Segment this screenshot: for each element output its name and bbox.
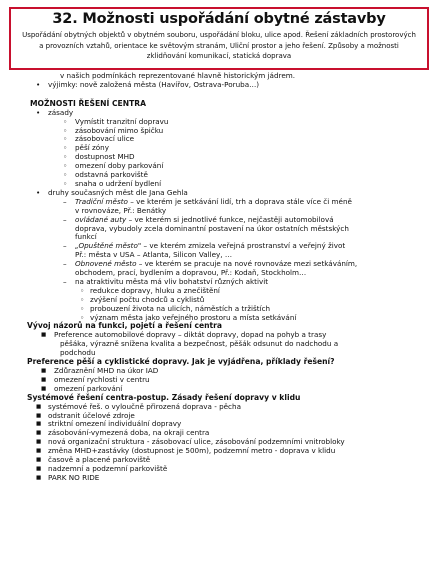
- list-item-continuation: funkcí: [75, 232, 97, 242]
- list-item: • výjimky: nově založená města (Havířov, Ostrava-Poruba…): [30, 81, 430, 90]
- list-item: ◦ význam města jako veřejného prostoru a místa setkávání: [30, 314, 430, 323]
- list-item-continuation: pěšáka, výrazně snížena kvalita a bezpečnost, pěšák odsunut do nadchodu a: [60, 339, 339, 349]
- list-item: ◦ redukce dopravy, hluku a znečištění: [30, 287, 430, 296]
- list-item: ■ změna MHD+zastávky (dostupnost je 500m), podzemní metro - doprava v klidu: [30, 447, 430, 456]
- list-item: ◦ dostupnost MHD: [30, 153, 430, 162]
- list-item: ◦ zásobovací ulice: [30, 135, 430, 144]
- list-item: ■ nová organizační struktura - zásobovací ulice, zásobování podzemními vnitrobloky: [30, 438, 430, 447]
- list-item: ◦ Vymístit tranzitní dopravu: [30, 118, 430, 127]
- list-item: ◦ snaha o udržení bydlení: [30, 180, 430, 189]
- intro-continuation: v našich podmínkách reprezentované hlavně historickým jádrem.: [60, 71, 296, 80]
- list-item: ◦ pěší zóny: [30, 144, 430, 153]
- section-heading-pesi-doprava: Preference pěší a cyklistické dopravy. Jak je vyjádřena, příklady řešení?: [27, 357, 335, 367]
- list-item-continuation: podchodu: [60, 348, 96, 358]
- topic-subtitle-line: a provozních vztahů, orientace ke světovým stranám, Uliční prostor a jeho řešení. Způsoby a možnosti: [39, 41, 399, 50]
- term-description: – ve kterém je setkávání lidí, trh a doprava stále více či méně: [127, 196, 352, 206]
- list-item: ◦ omezení doby parkování: [30, 162, 430, 171]
- topic-subtitle: [11, 28, 427, 62]
- list-item-gehl: • druhy současných měst dle Jana Gehla: [30, 189, 430, 198]
- list-item-continuation: Př.: města v USA – Atlanta, Silicon Valley, …: [75, 250, 233, 260]
- topic-subtitle-line: Uspořádání obytných objektů v obytném souboru, uspořádání bloku, ulice apod. Řešení základních prostorových: [22, 31, 416, 39]
- list-item: ■ Preference automobilové dopravy – diktát dopravy, dopad na pohyb a trasy: [30, 331, 430, 340]
- list-item-continuation: doprava, vybudoly zcela dominantní postavení na úkor ostatních městských: [75, 223, 349, 233]
- list-item: ■ odstranit účelové zdroje: [30, 412, 430, 421]
- section-heading-systemove-reseni: Systémové řešení centra-postup. Zásady řešení dopravy v klidu: [27, 392, 301, 402]
- topic-title: 32. Možnosti uspořádání obytné zástavby: [52, 11, 386, 27]
- term: „Opuštěné město": [75, 241, 142, 251]
- list-item: ■ Zdůraznění MHD na úkor IAD: [30, 367, 430, 376]
- list-item: ■ omezení rychlosti v centru: [30, 376, 430, 385]
- topic-subtitle-line: zklidňování komunikací, statická doprava: [146, 52, 292, 60]
- section-heading-reseni-centra: MOŽNOSTI ŘEŠENÍ CENTRA: [30, 98, 146, 108]
- term: Obnovené město: [75, 259, 137, 269]
- list-item-zasady: • zásady: [30, 109, 430, 118]
- term-description: – ve kterém zmizela veřejná prostranství a veřejný život: [141, 241, 346, 251]
- list-item: ■ nadzemní a podzemní parkoviště: [30, 465, 430, 474]
- list-item: ■ striktní omezení individuální dopravy: [30, 420, 430, 429]
- list-item: ■ zásobování-vymezená doba, na okraji centra: [30, 429, 430, 438]
- list-item-continuation: v rovnováze, Př.: Benátky: [75, 205, 167, 215]
- list-item: ■ systémové řeš. o vyloučně přirozená doprava - pěcha: [30, 403, 430, 412]
- list-item: ■ PARK NO RIDE: [30, 474, 430, 483]
- list-item: ◦ odstavná parkoviště: [30, 171, 430, 180]
- list-item: ◦ probouzení života na ulicích, náměstích a tržištích: [30, 305, 430, 314]
- list-item-continuation: obchodem, prací, bydlením a dopravou, Př.: Kodaň, Stockholm…: [75, 268, 307, 278]
- term: Tradiční město: [75, 196, 128, 206]
- list-item: ◦ zásobování mimo špičku: [30, 127, 430, 136]
- topic-header-box: [9, 7, 429, 70]
- list-item-atraktivita: – na atraktivitu města má vliv bohatství různých aktivit: [30, 278, 430, 287]
- section-heading-vyvoj: Vývoj názorů na funkci, pojetí a řešení centra: [27, 321, 223, 331]
- term-description: – ve kterém si jednotlivé funkce, nejčastěji automobilová: [126, 214, 334, 224]
- term-description: – ve kterém se pracuje na nové rovnováze mezi setkáváním,: [136, 259, 358, 269]
- term: ovládané auty: [75, 214, 127, 224]
- list-item: ■ omezení parkování: [30, 385, 430, 394]
- document-body: [27, 71, 430, 483]
- list-item: ■ časově a placené parkoviště: [30, 456, 430, 465]
- list-item: ◦ zvýšení počtu chodců a cyklistů: [30, 296, 430, 305]
